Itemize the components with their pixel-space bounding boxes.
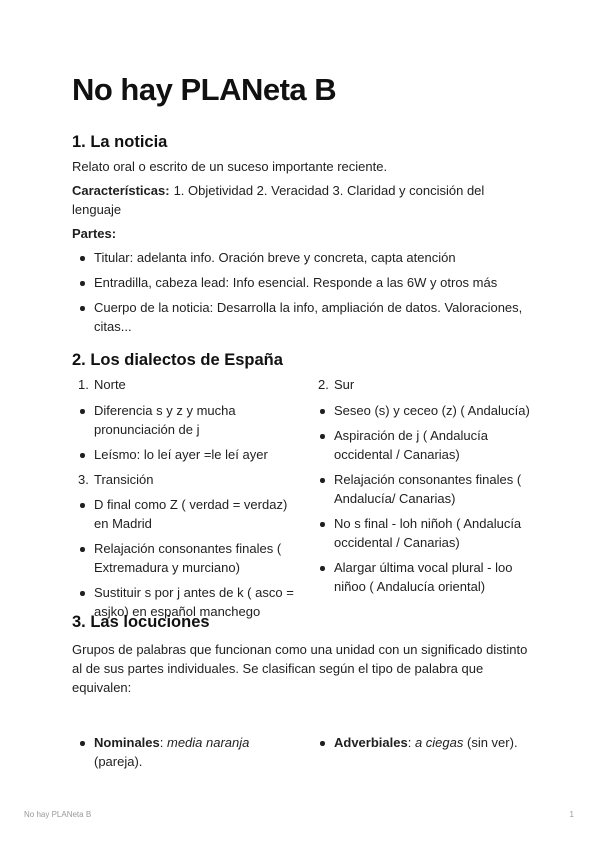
section-heading-dialectos: 2. Los dialectos de España bbox=[72, 351, 283, 369]
features-text: 1. Objetividad 2. Veracidad 3. Claridad y concisión del lenguaje bbox=[72, 183, 485, 217]
locucion-example: a ciegas bbox=[414, 735, 464, 750]
locuciones-list-right bbox=[312, 733, 534, 752]
parts-list bbox=[72, 248, 532, 336]
parts-label bbox=[72, 224, 532, 243]
locucion-meaning: (pareja). bbox=[94, 754, 143, 769]
locucion-type-label: Nominales bbox=[94, 735, 160, 750]
dialect-name: Norte bbox=[94, 377, 126, 392]
list-number: 3. bbox=[78, 472, 89, 487]
list-item: D final como Z ( verdad = verdaz) en Madrid bbox=[72, 495, 294, 533]
locuciones-intro: Grupos de palabras que funcionan como una unidad con un significado distinto al de sus partes individuales. Se clasifican según el tipo de palabra que equivalen: bbox=[72, 642, 528, 695]
section-heading-noticia: 1. La noticia bbox=[72, 133, 168, 151]
list-item: Seseo (s) y ceceo (z) ( Andalucía) bbox=[312, 401, 534, 420]
list-item: Aspiración de j ( Andalucía occidental / Canarias) bbox=[312, 426, 534, 464]
list-number: 1. bbox=[78, 377, 89, 392]
noticia-intro: Relato oral o escrito de un suceso importante reciente. bbox=[72, 159, 388, 174]
list-item: Diferencia s y z y mucha pronunciación de j bbox=[72, 401, 294, 439]
list-item: Entradilla, cabeza lead: Info esencial. Responde a las 6W y otros más bbox=[72, 273, 532, 292]
parts-label-text: Partes: bbox=[72, 226, 117, 241]
dialect-name: Sur bbox=[334, 377, 355, 392]
list-item: Alargar última vocal plural - loo niñoo ( Andalucía oriental) bbox=[312, 558, 534, 596]
separator: : bbox=[407, 735, 412, 750]
locuciones-list-left bbox=[72, 733, 294, 771]
list-item-nominales bbox=[72, 733, 294, 771]
numbered-heading-sur bbox=[312, 375, 354, 394]
separator: : bbox=[159, 735, 164, 750]
transicion-list bbox=[72, 495, 294, 621]
numbered-heading-transicion bbox=[72, 470, 153, 489]
numbered-heading-norte bbox=[72, 375, 126, 394]
features-label: Características: bbox=[72, 183, 170, 198]
footer-doc-title: No hay PLANeta B bbox=[24, 810, 92, 819]
page-title: No hay PLANeta B bbox=[72, 72, 337, 107]
list-item: Cuerpo de la noticia: Desarrolla la info, ampliación de datos. Valoraciones, citas... bbox=[72, 298, 532, 336]
list-item: Leísmo: lo leí ayer =le leí ayer bbox=[72, 445, 294, 464]
list-item: Relajación consonantes finales ( Andalucía/ Canarias) bbox=[312, 470, 534, 508]
section-heading-locuciones: 3. Las locuciones bbox=[72, 613, 210, 631]
list-item: Sustituir s por j antes de k ( asco = asjko) en español manchego bbox=[72, 583, 294, 621]
list-item-adverbiales bbox=[312, 733, 534, 752]
locucion-meaning: (sin ver). bbox=[467, 735, 518, 750]
locucion-example: media naranja bbox=[167, 735, 250, 750]
noticia-features bbox=[72, 181, 532, 219]
page-number: 1 bbox=[569, 810, 574, 819]
dialect-name: Transición bbox=[94, 472, 154, 487]
list-item: Relajación consonantes finales ( Extremadura y murciano) bbox=[72, 539, 294, 577]
sur-list bbox=[312, 401, 534, 596]
list-number: 2. bbox=[318, 377, 329, 392]
list-item: No s final - loh niñoh ( Andalucía occidental / Canarias) bbox=[312, 514, 534, 552]
norte-list bbox=[72, 401, 294, 464]
list-item: Titular: adelanta info. Oración breve y concreta, capta atención bbox=[72, 248, 532, 267]
locucion-type-label: Adverbiales bbox=[334, 735, 408, 750]
